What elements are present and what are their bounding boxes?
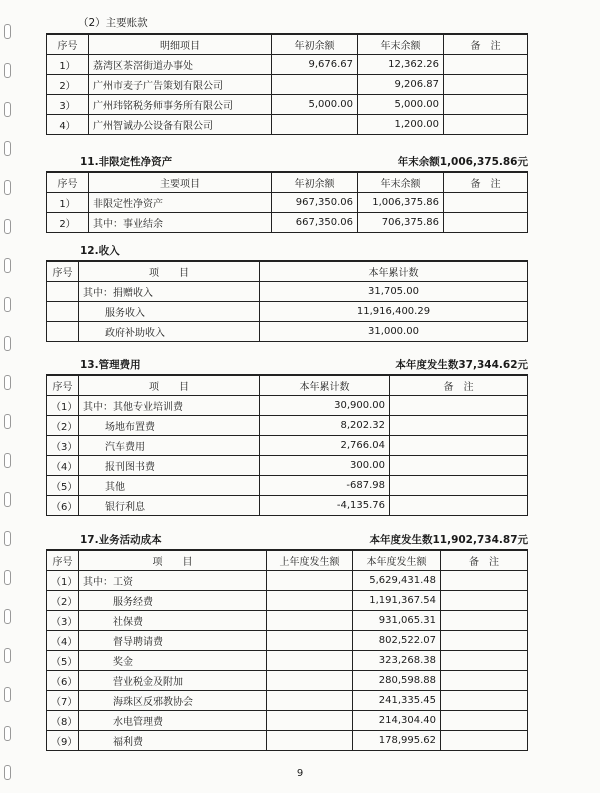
header-cell: 序号	[47, 375, 79, 396]
row-prev	[267, 611, 353, 631]
row-prev	[267, 711, 353, 731]
table-row	[47, 651, 528, 671]
row-curr: 5,629,431.48	[353, 571, 441, 591]
row-note	[390, 416, 528, 436]
table-row	[47, 193, 528, 213]
header-cell: 项 目	[79, 261, 260, 282]
section-summary: 年末余额1,006,375.86元	[397, 156, 528, 168]
header-cell: 备 注	[390, 375, 528, 396]
row-no	[47, 302, 79, 322]
header-cell: 主要项目	[89, 172, 272, 193]
header-cell: 本年度发生额	[353, 550, 441, 571]
row-no: 2）	[47, 75, 89, 95]
admin-expense-table	[46, 374, 528, 516]
row-note	[390, 396, 528, 416]
row-no	[47, 322, 79, 342]
row-value: 11,916,400.29	[260, 302, 528, 322]
row-note	[390, 496, 528, 516]
net-assets-table	[46, 171, 528, 233]
row-note	[441, 611, 528, 631]
row-no: （1）	[47, 571, 79, 591]
table-row	[47, 671, 528, 691]
header-cell: 备 注	[441, 550, 528, 571]
row-note	[444, 193, 528, 213]
row-prev	[267, 591, 353, 611]
table-row	[47, 213, 528, 233]
row-begin: 5,000.00	[272, 95, 358, 115]
row-end: 1,200.00	[358, 115, 444, 135]
row-prev	[267, 571, 353, 591]
row-no: （9）	[47, 731, 79, 751]
row-no: （3）	[47, 436, 79, 456]
section-title: （2）主要账款	[78, 17, 148, 29]
page-number: 9	[296, 768, 304, 779]
header-cell: 本年累计数	[260, 375, 390, 396]
row-prev	[267, 691, 353, 711]
table-row	[47, 711, 528, 731]
row-no: （1）	[47, 396, 79, 416]
row-item: 海珠区反邪教协会	[79, 691, 267, 711]
row-begin: 967,350.06	[272, 193, 358, 213]
section-summary: 本年度发生数37,344.62元	[395, 359, 528, 371]
header-cell: 年初余额	[272, 172, 358, 193]
row-value: -687.98	[260, 476, 390, 496]
header-cell: 项 目	[79, 375, 260, 396]
header-cell: 序号	[47, 172, 89, 193]
row-value: 8,202.32	[260, 416, 390, 436]
table-row	[47, 611, 528, 631]
row-no: （2）	[47, 416, 79, 436]
row-note	[441, 631, 528, 651]
row-note	[390, 436, 528, 456]
row-note	[390, 476, 528, 496]
row-end: 706,375.86	[358, 213, 444, 233]
row-value: 31,705.00	[260, 282, 528, 302]
table-row	[47, 282, 528, 302]
table-row	[47, 75, 528, 95]
row-note	[441, 651, 528, 671]
row-begin	[272, 115, 358, 135]
table-row	[47, 631, 528, 651]
header-cell: 序号	[47, 34, 89, 55]
row-begin: 667,350.06	[272, 213, 358, 233]
row-no: 3）	[47, 95, 89, 115]
row-curr: 323,268.38	[353, 651, 441, 671]
row-prev	[267, 731, 353, 751]
row-end: 9,206.87	[358, 75, 444, 95]
table-row	[47, 691, 528, 711]
row-curr: 214,304.40	[353, 711, 441, 731]
row-end: 5,000.00	[358, 95, 444, 115]
row-no: （5）	[47, 476, 79, 496]
row-item: 报刊图书费	[79, 456, 260, 476]
row-no: （4）	[47, 631, 79, 651]
row-note	[444, 95, 528, 115]
table-row	[47, 396, 528, 416]
row-item: 场地布置费	[79, 416, 260, 436]
business-cost-table	[46, 549, 528, 751]
row-item: 奖金	[79, 651, 267, 671]
table-row	[47, 436, 528, 456]
row-note	[444, 115, 528, 135]
row-note	[444, 75, 528, 95]
row-no: （4）	[47, 456, 79, 476]
row-note	[441, 571, 528, 591]
row-no	[47, 282, 79, 302]
row-no: （8）	[47, 711, 79, 731]
table-row	[47, 496, 528, 516]
table-row	[47, 115, 528, 135]
section-title: 12.收入	[80, 245, 120, 257]
row-item: 非限定性净资产	[89, 193, 272, 213]
section-summary: 本年度发生数11,902,734.87元	[369, 534, 528, 546]
row-curr: 241,335.45	[353, 691, 441, 711]
row-item: 荔湾区茶滘街道办事处	[89, 55, 272, 75]
header-cell: 明细项目	[89, 34, 272, 55]
header-cell: 备 注	[444, 34, 528, 55]
table-row	[47, 731, 528, 751]
row-no: （6）	[47, 496, 79, 516]
row-no: （6）	[47, 671, 79, 691]
row-item: 汽车费用	[79, 436, 260, 456]
row-note	[441, 591, 528, 611]
row-prev	[267, 631, 353, 651]
row-no: （2）	[47, 591, 79, 611]
section-title: 17.业务活动成本	[80, 534, 162, 546]
row-item: 其中：其他专业培训费	[79, 396, 260, 416]
row-no: （5）	[47, 651, 79, 671]
row-curr: 178,995.62	[353, 731, 441, 751]
row-value: 2,766.04	[260, 436, 390, 456]
row-value: 300.00	[260, 456, 390, 476]
table-row	[47, 95, 528, 115]
row-value: -4,135.76	[260, 496, 390, 516]
row-item: 广州智诚办公设备有限公司	[89, 115, 272, 135]
row-item: 其中：事业结余	[89, 213, 272, 233]
section-title: 13.管理费用	[80, 359, 141, 371]
row-note	[441, 671, 528, 691]
header-cell: 备 注	[444, 172, 528, 193]
header-cell: 年初余额	[272, 34, 358, 55]
row-no: （7）	[47, 691, 79, 711]
income-table	[46, 260, 528, 342]
row-prev	[267, 671, 353, 691]
row-item: 督导聘请费	[79, 631, 267, 651]
row-no: （3）	[47, 611, 79, 631]
header-cell: 年末余额	[358, 34, 444, 55]
section-title: 11.非限定性净资产	[80, 156, 173, 168]
row-no: 4）	[47, 115, 89, 135]
row-item: 服务经费	[79, 591, 267, 611]
row-note	[441, 711, 528, 731]
header-cell: 序号	[47, 261, 79, 282]
row-item: 其中：工资	[79, 571, 267, 591]
row-begin	[272, 75, 358, 95]
row-curr: 931,065.31	[353, 611, 441, 631]
row-item: 广州玮铭税务师事务所有限公司	[89, 95, 272, 115]
row-item: 营业税金及附加	[79, 671, 267, 691]
row-item: 政府补助收入	[79, 322, 260, 342]
row-prev	[267, 651, 353, 671]
row-item: 水电管理费	[79, 711, 267, 731]
row-end: 1,006,375.86	[358, 193, 444, 213]
row-item: 其中：捐赠收入	[79, 282, 260, 302]
row-note	[444, 213, 528, 233]
row-note	[441, 691, 528, 711]
row-value: 31,000.00	[260, 322, 528, 342]
row-note	[441, 731, 528, 751]
table-row	[47, 302, 528, 322]
table-row	[47, 55, 528, 75]
table-row	[47, 456, 528, 476]
header-cell: 年末余额	[358, 172, 444, 193]
row-begin: 9,676.67	[272, 55, 358, 75]
header-cell: 项 目	[79, 550, 267, 571]
row-item: 广州市麦子广告策划有限公司	[89, 75, 272, 95]
row-item: 银行利息	[79, 496, 260, 516]
table-row	[47, 571, 528, 591]
row-item: 福利费	[79, 731, 267, 751]
row-item: 其他	[79, 476, 260, 496]
row-note	[444, 55, 528, 75]
row-no: 1）	[47, 55, 89, 75]
accounts-table	[46, 33, 528, 135]
row-end: 12,362.26	[358, 55, 444, 75]
row-curr: 802,522.07	[353, 631, 441, 651]
table-row	[47, 476, 528, 496]
row-item: 社保费	[79, 611, 267, 631]
row-curr: 1,191,367.54	[353, 591, 441, 611]
row-curr: 280,598.88	[353, 671, 441, 691]
header-cell: 上年度发生额	[267, 550, 353, 571]
row-no: 2）	[47, 213, 89, 233]
header-cell: 本年累计数	[260, 261, 528, 282]
row-value: 30,900.00	[260, 396, 390, 416]
table-row	[47, 416, 528, 436]
table-row	[47, 591, 528, 611]
table-row	[47, 322, 528, 342]
row-note	[390, 456, 528, 476]
row-no: 1）	[47, 193, 89, 213]
row-item: 服务收入	[79, 302, 260, 322]
header-cell: 序号	[47, 550, 79, 571]
